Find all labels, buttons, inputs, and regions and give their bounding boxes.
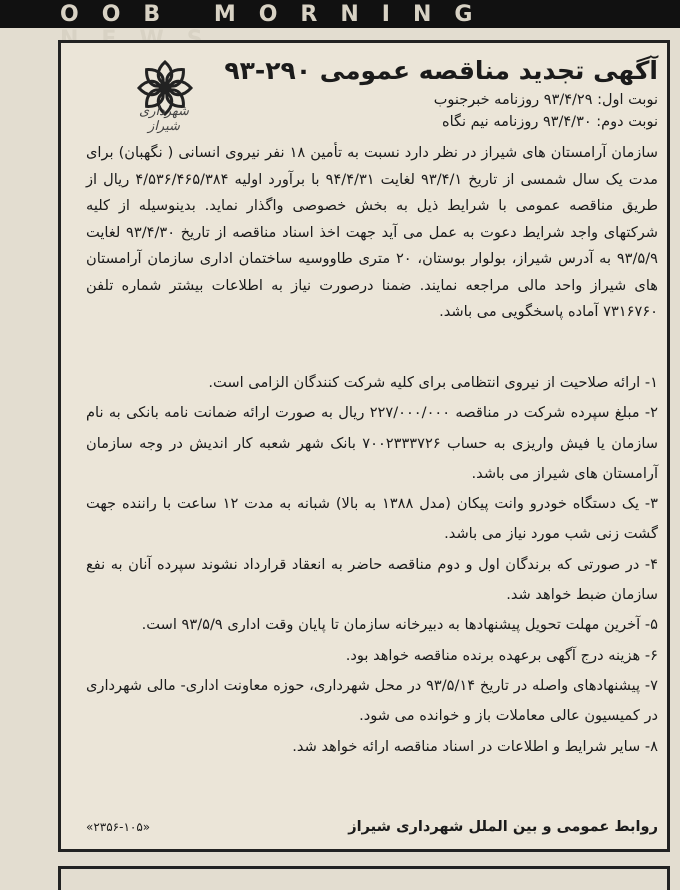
intro-paragraph: سازمان آرامستان های شیراز در نظر دارد نسبت به تأمین ۱۸ نفر نیروی انسانی ( نگهبان) برای مدت یک سال شمسی از تاریخ ۹۳/۴/۱ لغایت ۹۴/۴/۳۱ با برآورد اولیه ۴/۵۳۶/۴۶۵/۳۸۴ ریال از طریق مناقصه عمومی با شرایط ذیل به بخش خصوصی واگذار نماید. بدینوسیله از کلیه شرکتهای واجد شرایط دعوت به عمل می آید جهت اخذ اسناد مناقصه از تاریخ ۹۳/۴/۳۰ لغایت ۹۳/۵/۹ به آدرس شیراز، بولوار بوستان، ۲۰ متری طاووسیه ساختمان اداری سازمان آرامستان های شیراز واحد مالی مراجعه نمایند. ضمنا درصورت نیاز به اطلاعات بیشتر شماره تلفن ۷۳۱۶۷۶۰ آماده پاسخگویی می باشد. [86,144,658,320]
conditions-list [86,368,658,762]
ad-title: آگهی تجدید مناقصه عمومی ۲۹۰-۹۳ [224,56,658,85]
condition-item: ۸- سایر شرایط و اطلاعات در اسناد مناقصه ارائه خواهد شد. [292,737,658,755]
masthead-text: OOB MORNING [60,2,496,27]
ad-code: «۲۳۵۶-۱۰۵» [86,820,151,834]
condition-item: ۴- در صورتی که برندگان اول و دوم مناقصه حاضر به انعقاد قرارداد نشوند سپرده آنان به نفع سازمان ضبط خواهد شد. [86,555,658,604]
condition-item: ۷- پیشنهادهای واصله در تاریخ ۹۳/۵/۱۴ در محل شهرداری، حوزه معاونت اداری- مالی شهرداری در کمیسیون عالی معاملات باز و خوانده می شود. [86,676,659,725]
ad-footer [86,818,658,842]
next-advertisement-box [58,866,670,890]
condition-item: ۶- هزینه درج آگهی برعهده برنده مناقصه خواهد بود. [345,646,658,664]
condition-item: ۳- یک دستگاه خودرو وانت پیکان (مدل ۱۳۸۸ به بالا) شبانه به مدت ۱۲ ساعت با راننده جهت گشت زنی شب مورد نیاز می باشد. [86,495,658,543]
logo-caption: شهرداری شیراز [139,104,189,134]
condition-item: ۲- مبلغ سپرده شرکت در مناقصه ۲۲۷/۰۰۰/۰۰۰ ریال به صورت ارائه ضمانت نامه بانکی به نام سازمان یا فیش واریزی به حساب ۷۰۰۲۳۳۳۷۲۶ بانک شهر شعبه کار اندیش در وجه سازمان آرامستان های شیراز می باشد. [86,404,658,482]
publish-first-line: نوبت اول: ۹۳/۴/۲۹ روزنامه خبرجنوب [433,92,658,108]
newspaper-masthead [0,0,680,28]
signature-line: روابط عمومی و بین الملل شهرداری شیراز [348,818,658,835]
publish-second-line: نوبت دوم: ۹۳/۴/۳۰ روزنامه نیم نگاه [441,114,658,130]
condition-item: ۵- آخرین مهلت تحویل پیشنهادها به دبیرخانه سازمان تا پایان وقت اداری ۹۳/۵/۹ است. [141,616,658,634]
condition-item: ۱- ارائه صلاحیت از نیروی انتظامی برای کلیه شرکت کنندگان الزامی است. [208,374,658,391]
